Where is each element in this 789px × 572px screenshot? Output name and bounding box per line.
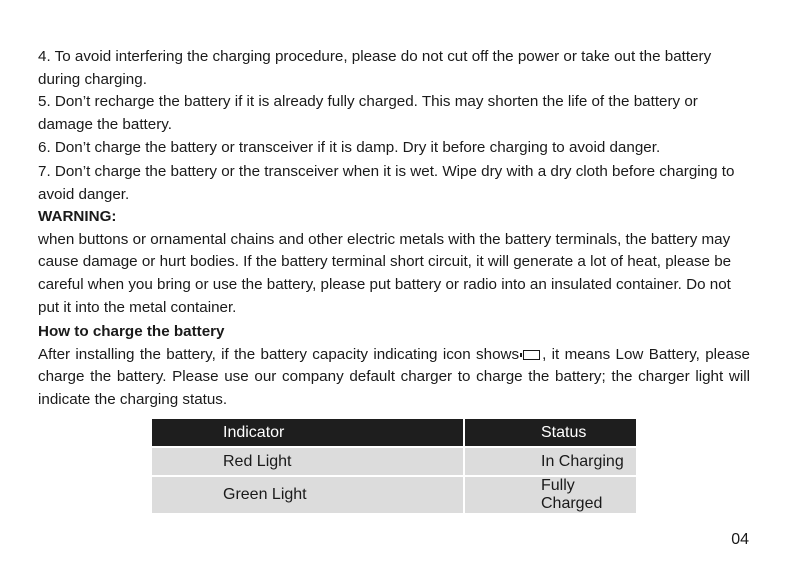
charge-instructions: [38, 344, 750, 412]
indicator-cell: Red Light: [152, 446, 465, 475]
instruction-7: 7. Don’t charge the battery or the transceiver when it is wet. Wipe dry with a dry cloth before charging to avoid danger.: [38, 162, 735, 203]
instruction-6: 6. Don’t charge the battery or transceiver if it is damp. Dry it before charging to avoid danger.: [38, 139, 661, 157]
charge-text-start: After installing the battery, if the battery capacity indicating icon shows: [38, 345, 520, 363]
empty-battery-icon: [523, 350, 540, 360]
warning-heading: WARNING:: [38, 208, 117, 226]
table-row: [152, 446, 636, 475]
charging-status-table: [152, 419, 636, 513]
page-number: 04: [731, 531, 749, 548]
table-row: [152, 475, 636, 513]
instruction-5: 5. Don’t recharge the battery if it is already fully charged. This may shorten the life of the battery or damage the battery.: [38, 93, 698, 133]
status-cell: In Charging: [465, 446, 636, 475]
header-indicator: Indicator: [152, 419, 465, 446]
manual-page-content: [38, 46, 750, 412]
warning-text: when buttons or ornamental chains and other electric metals with the battery terminals, the battery may cause damage or hurt bodies. If the battery terminal short circuit, it will generate a lot of heat, please be careful when you bring or use the battery, please put battery or radio into an insulated container. Do not put it into the metal container.: [38, 230, 732, 316]
charge-text-end: , it means Low Battery, please charge the battery. Please use our company default charger to charge the battery; the charger light will indicate the charging status.: [38, 345, 750, 408]
instruction-4: 4. To avoid interfering the charging procedure, please do not cut off the power or take out the battery during charging.: [38, 48, 712, 88]
header-status: Status: [465, 419, 636, 446]
status-cell: Fully Charged: [465, 475, 636, 513]
indicator-cell: Green Light: [152, 475, 465, 513]
table-header-row: [152, 419, 636, 446]
charge-section-heading: How to charge the battery: [38, 323, 225, 341]
